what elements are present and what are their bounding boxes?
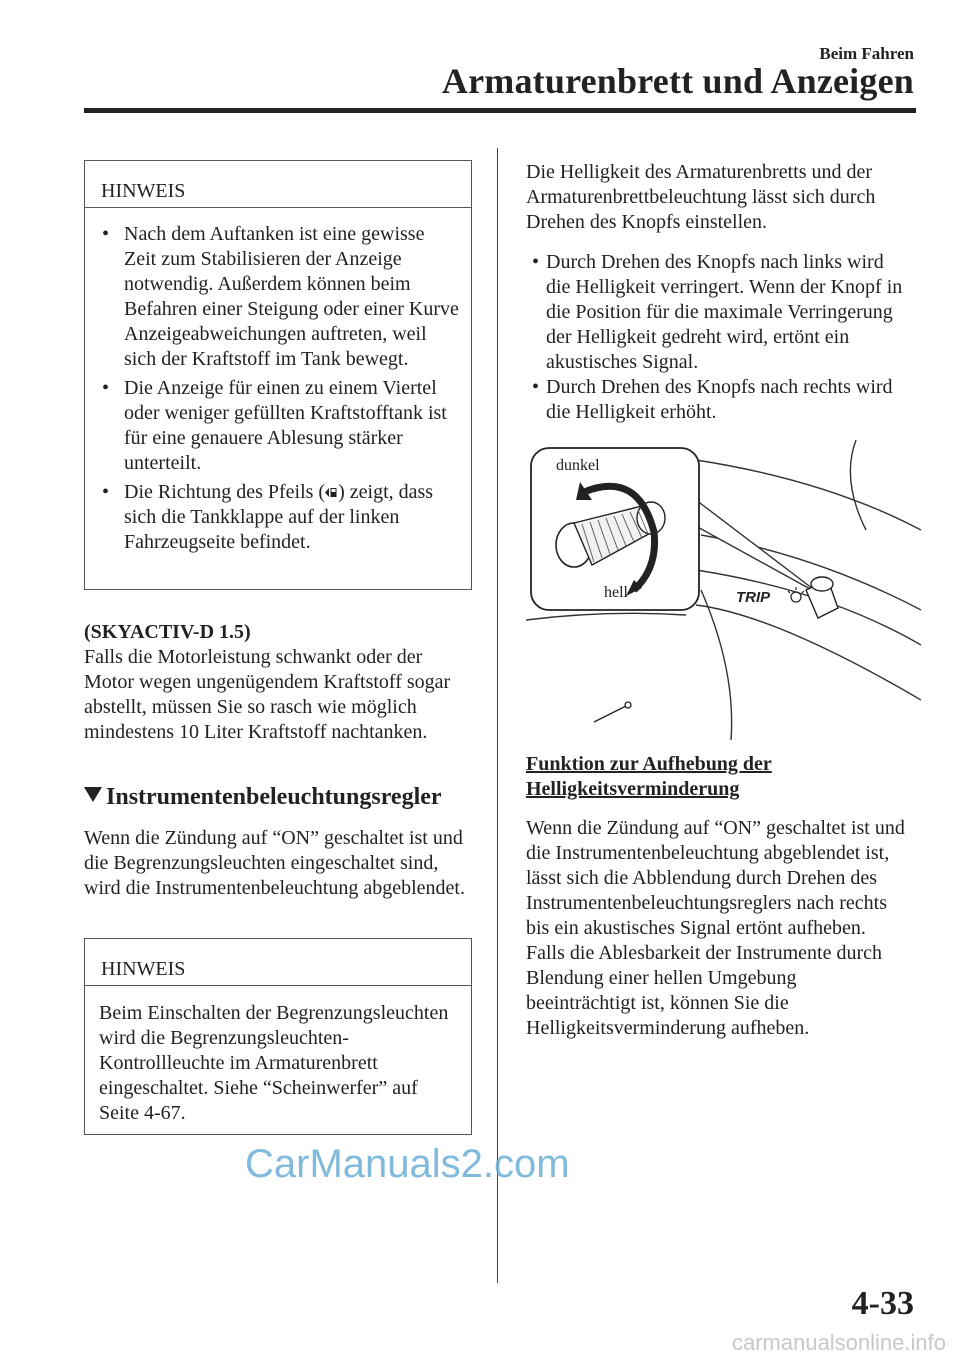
section-triangle-icon — [84, 787, 102, 802]
note-list — [85, 208, 471, 555]
fuel-door-arrow-icon — [325, 486, 338, 499]
watermark-carmanualsonline: carmanualsonline.info — [731, 1330, 946, 1355]
note-item: • Die Anzeige für einen zu einem Viertel oder weniger gefüllten Kraftstofftank ist für eine genauere Ablesung stärker unterteilt. — [102, 377, 447, 474]
note-box-fuel — [84, 160, 472, 590]
note-box-lights — [84, 938, 472, 1135]
note-heading: HINWEIS — [85, 161, 471, 208]
function-heading: Funktion zur Aufhebung der Helligkeitsverminderung — [526, 753, 772, 800]
skyactiv-heading: (SKYACTIV-D 1.5) — [84, 621, 251, 643]
header-divider — [84, 108, 916, 113]
note-text: Beim Einschalten der Begrenzungsleuchten wird die Begrenzungsleuchten-Kontrollleuchte im Armaturenbrett eingeschaltet. Siehe “Scheinwerfer” auf Seite 4-67. — [99, 1002, 449, 1124]
regler-text: Wenn die Zündung auf “ON” geschaltet ist und die Begrenzungsleuchten eingeschaltet sind, wird die Instrumentenbeleuchtung abgeblendet. — [84, 827, 465, 899]
skyactiv-section — [84, 620, 474, 745]
function-text: Wenn die Zündung auf “ON” geschaltet ist und die Instrumentenbeleuchtung abgeblendet ist, lässt sich die Abblendung durch Drehen des Instrumentenbeleuchtungsreglers nach rechts bis ein akustisches Signal ertönt aufheben. Falls die Ablesbarkeit der Instrumente durch Blendung einer hellen Umgebung beeinträchtigt ist, können Sie die Helligkeitsverminderung aufheben. — [526, 817, 905, 1039]
label-trip: TRIP — [736, 589, 771, 606]
part-reference-icon — [594, 702, 631, 722]
column-divider — [497, 148, 498, 1283]
skyactiv-text: Falls die Motorleistung schwankt oder der Motor wegen ungenügendem Kraftstoff sogar abstellt, müssen Sie so rasch wie möglich mindestens 10 Liter Kraftstoff nachtanken. — [84, 646, 451, 743]
regler-heading: Instrumentenbeleuchtungsregler — [84, 784, 442, 811]
label-dark: dunkel — [556, 457, 600, 474]
brightness-list-item: • Durch Drehen des Knopfs nach links wird die Helligkeit verringert. Wenn der Knopf in die Position für die maximale Verringerung der Helligkeit gedreht wird, ertönt ein akustisches Signal. — [532, 251, 903, 373]
page-title: Armaturenbrett und Anzeigen — [441, 61, 914, 101]
illumination-icon — [788, 587, 804, 602]
note-item: • Nach dem Auftanken ist eine gewisse Zeit zum Stabilisieren der Anzeige notwendig. Außerdem können beim Befahren einer Steigung oder einer Kurve Anzeigeabweichungen auftreten, weil sich der Kraftstoff im Tank bewegt. — [102, 223, 459, 370]
note-item: • Die Richtung des Pfeils ( ) zeigt, dass sich die Tankklappe auf der linken Fahrzeugseite befindet. — [102, 481, 434, 553]
dimmer-knob-diagram — [526, 440, 921, 740]
brightness-intro: Die Helligkeit des Armaturenbretts und der Armaturenbrettbeleuchtung lässt sich durch Drehen des Knopfs einstellen. — [526, 161, 876, 233]
brightness-list-item: • Durch Drehen des Knopfs nach rechts wird die Helligkeit erhöht. — [532, 376, 893, 423]
label-bright: hell — [604, 584, 628, 601]
page-number: 4-33 — [851, 1285, 914, 1322]
watermark-carmanuals2: CarManuals2.com — [245, 1142, 570, 1186]
brightness-list — [526, 250, 906, 425]
note-heading: HINWEIS — [85, 939, 471, 986]
section-title: Beim Fahren — [819, 44, 914, 63]
